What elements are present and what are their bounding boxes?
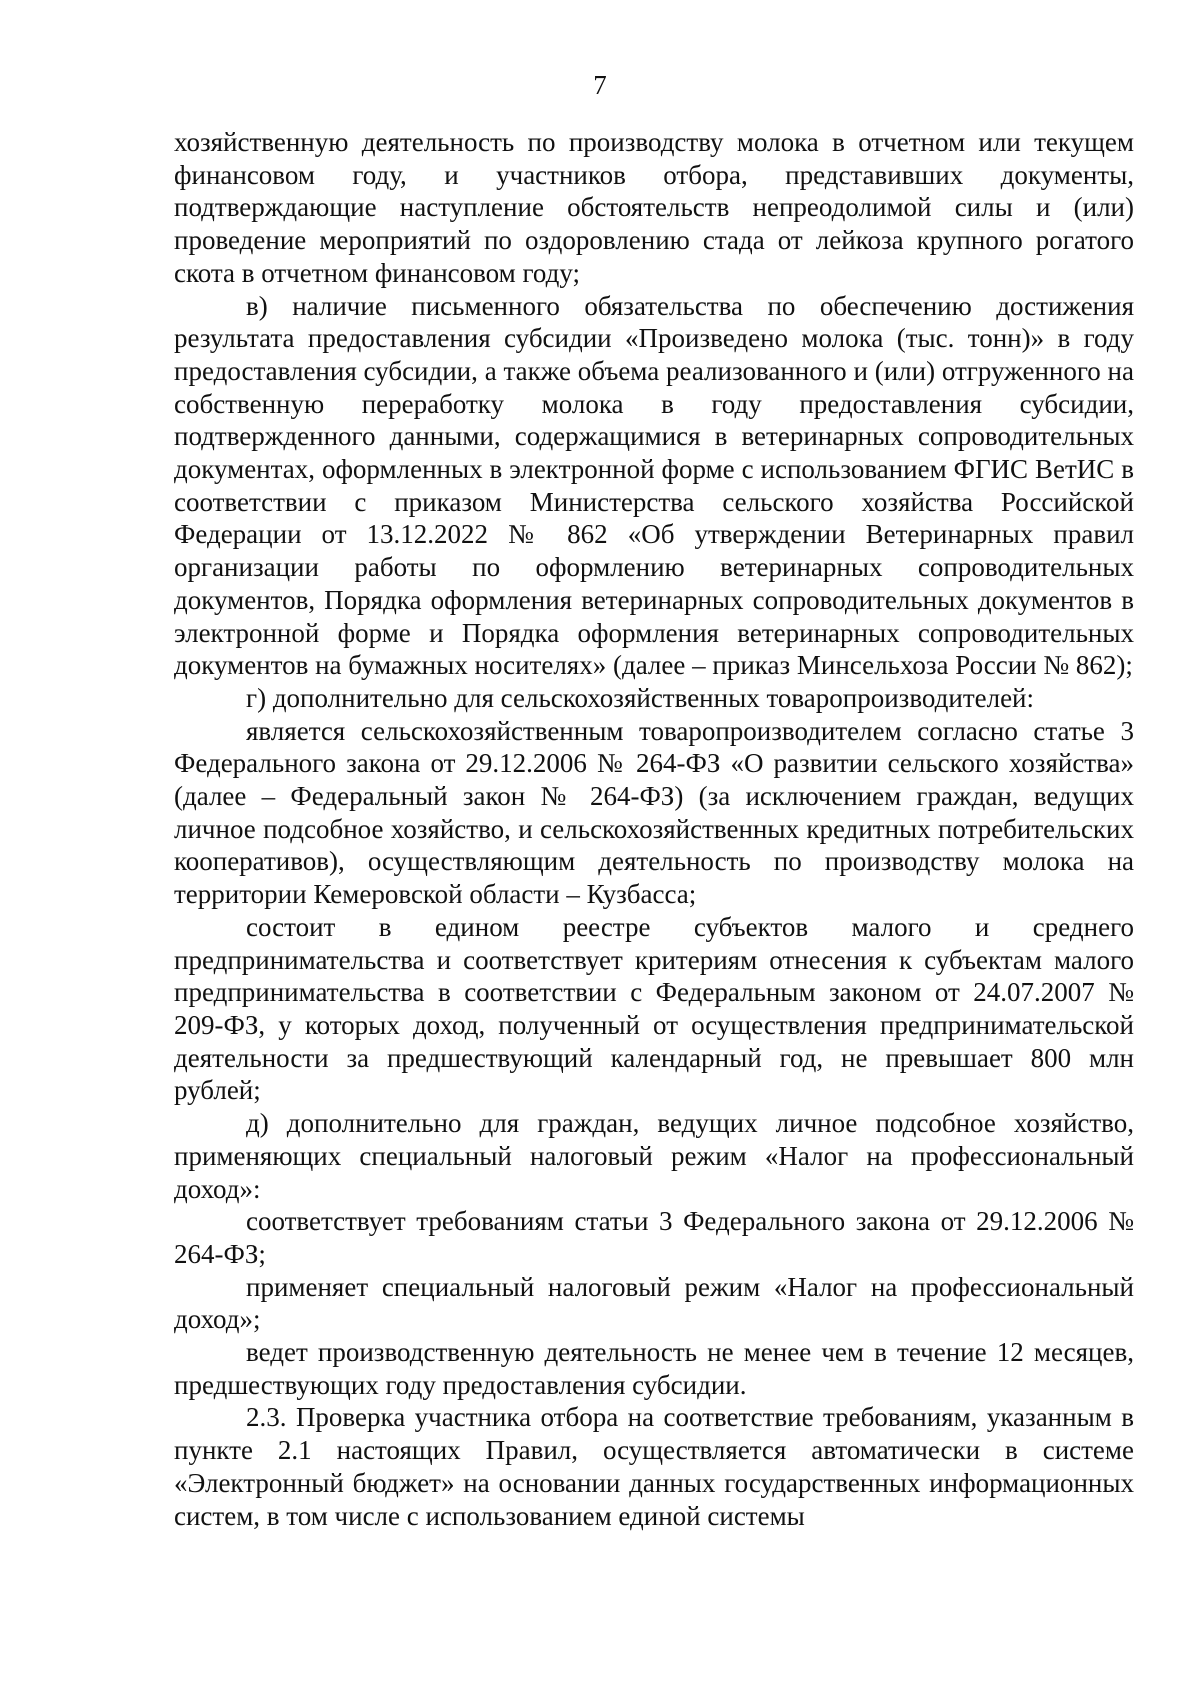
page-number: 7 <box>593 70 607 100</box>
paragraph: хозяйственную деятельность по производству молока в отчетном или текущем финансовом году, и участников отбора, представивших документы, подтверждающие наступление обстоятельств непреодолимой силы и (или) проведение мероприятий по оздоровлению стада от лейкоза крупного рогатого скота в отчетном финансовом году; <box>174 127 1134 288</box>
paragraph: г) дополнительно для сельскохозяйственных товаропроизводителей: <box>246 682 1035 713</box>
document-body <box>174 126 1134 1532</box>
paragraph: д) дополнительно для граждан, ведущих личное подсобное хозяйство, применяющих специальный налоговый режим «Налог на профессиональный доход»: <box>174 1108 1134 1204</box>
paragraph: является сельскохозяйственным товаропроизводителем согласно статье 3 Федерального закона от 29.12.2006 № 264-ФЗ «О развитии сельского хозяйства» (далее – Федеральный закон № 264-ФЗ) (за исключением граждан, ведущих личное подсобное хозяйство, и сельскохозяйственных кредитных потребительских кооперативов), осуществляющим деятельность по производству молока на территории Кемеровской области – Кузбасса; <box>174 715 1134 910</box>
paragraph: 2.3. Проверка участника отбора на соответствие требованиям, указанным в пункте 2.1 настоящих Правил, осуществляется автоматически в системе «Электронный бюджет» на основании данных государственных информационных систем, в том числе с использованием единой системы <box>174 1402 1134 1531</box>
paragraph: применяет специальный налоговый режим «Налог на профессиональный доход»; <box>174 1271 1134 1335</box>
paragraph: соответствует требованиям статьи 3 Федерального закона от 29.12.2006 № 264-ФЗ; <box>174 1206 1134 1269</box>
paragraph: состоит в едином реестре субъектов малого и среднего предпринимательства и соответствует критериям отнесения к субъектам малого предпринимательства в соответствии с Федеральным законом от 24.07.2007 № 209-ФЗ, у которых доход, полученный от осуществления предпринимательской деятельности за предшествующий календарный год, не превышает 800 млн рублей; <box>174 911 1134 1106</box>
paragraph: в) наличие письменного обязательства по обеспечению достижения результата предоставления субсидии «Произведено молока (тыс. тонн)» в году предоставления субсидии, а также объема реализованного и (или) отгруженного на собственную переработку молока в году предоставления субсидии, подтвержденного данными, содержащимися в ветеринарных сопроводительных документах, оформленных в электронной форме с использованием ФГИС ВетИС в соответствии с приказом Министерства сельского хозяйства Российской Федерации от 13.12.2022 № 862 «Об утверждении Ветеринарных правил организации работы по оформлению ветеринарных сопроводительных документов, Порядка оформления ветеринарных сопроводительных документов в электронной форме и Порядка оформления ветеринарных сопроводительных документов на бумажных носителях» (далее – приказ Минсельхоза России № 862); <box>174 290 1134 681</box>
paragraph: ведет производственную деятельность не менее чем в течение 12 месяцев, предшествующих году предоставления субсидии. <box>174 1337 1134 1400</box>
